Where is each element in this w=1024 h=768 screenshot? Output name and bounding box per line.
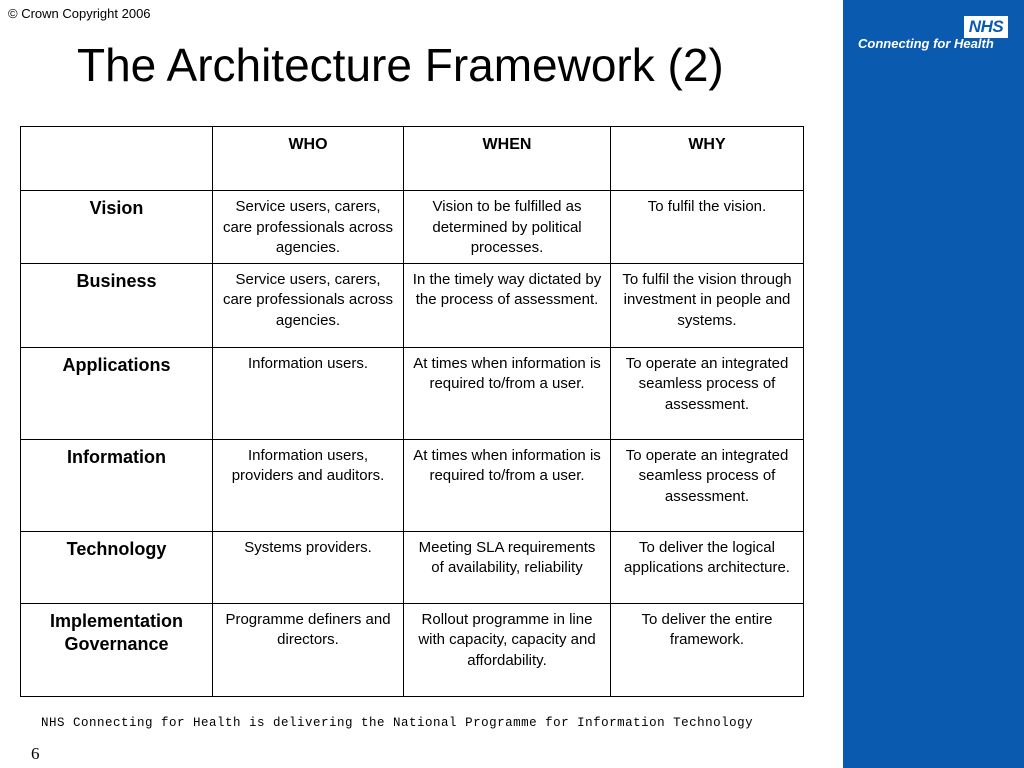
who-cell: Information users. <box>213 347 404 439</box>
when-cell: In the timely way dictated by the process of assessment. <box>404 263 611 347</box>
row-label: Applications <box>21 347 213 439</box>
why-cell: To fulfil the vision. <box>611 191 804 264</box>
table-row <box>21 603 804 696</box>
row-label: Information <box>21 439 213 531</box>
when-cell: Vision to be fulfilled as determined by political processes. <box>404 191 611 264</box>
who-cell: Service users, carers, care professionals across agencies. <box>213 263 404 347</box>
table-row <box>21 439 804 531</box>
slide-title: The Architecture Framework (2) <box>77 39 724 91</box>
header-why: WHY <box>611 127 804 191</box>
why-cell: To deliver the entire framework. <box>611 603 804 696</box>
when-cell: Meeting SLA requirements of availability, reliability <box>404 531 611 603</box>
page-number: 6 <box>31 744 40 763</box>
who-cell: Service users, carers, care professionals across agencies. <box>213 191 404 264</box>
footer-text: NHS Connecting for Health is delivering the National Programme for Information Technology <box>41 716 754 730</box>
copyright-notice: © Crown Copyright 2006 <box>8 6 151 21</box>
brand-sidebar <box>843 0 1024 768</box>
header-who: WHO <box>213 127 404 191</box>
table-row <box>21 191 804 264</box>
why-cell: To deliver the logical applications architecture. <box>611 531 804 603</box>
table-row <box>21 531 804 603</box>
brand-tagline: Connecting for Health <box>858 36 994 51</box>
row-label: Implementation Governance <box>21 603 213 696</box>
nhs-logo: NHS <box>964 16 1008 38</box>
architecture-framework-table <box>20 126 804 697</box>
who-cell: Systems providers. <box>213 531 404 603</box>
why-cell: To operate an integrated seamless process of assessment. <box>611 347 804 439</box>
when-cell: Rollout programme in line with capacity, capacity and affordability. <box>404 603 611 696</box>
row-label: Vision <box>21 191 213 264</box>
header-when: WHEN <box>404 127 611 191</box>
row-label: Technology <box>21 531 213 603</box>
when-cell: At times when information is required to/from a user. <box>404 347 611 439</box>
why-cell: To fulfil the vision through investment in people and systems. <box>611 263 804 347</box>
table-row <box>21 263 804 347</box>
when-cell: At times when information is required to/from a user. <box>404 439 611 531</box>
table-row <box>21 347 804 439</box>
row-label: Business <box>21 263 213 347</box>
header-empty-cell <box>21 127 213 191</box>
why-cell: To operate an integrated seamless process of assessment. <box>611 439 804 531</box>
table-header-row <box>21 127 804 191</box>
who-cell: Information users, providers and auditors. <box>213 439 404 531</box>
who-cell: Programme definers and directors. <box>213 603 404 696</box>
